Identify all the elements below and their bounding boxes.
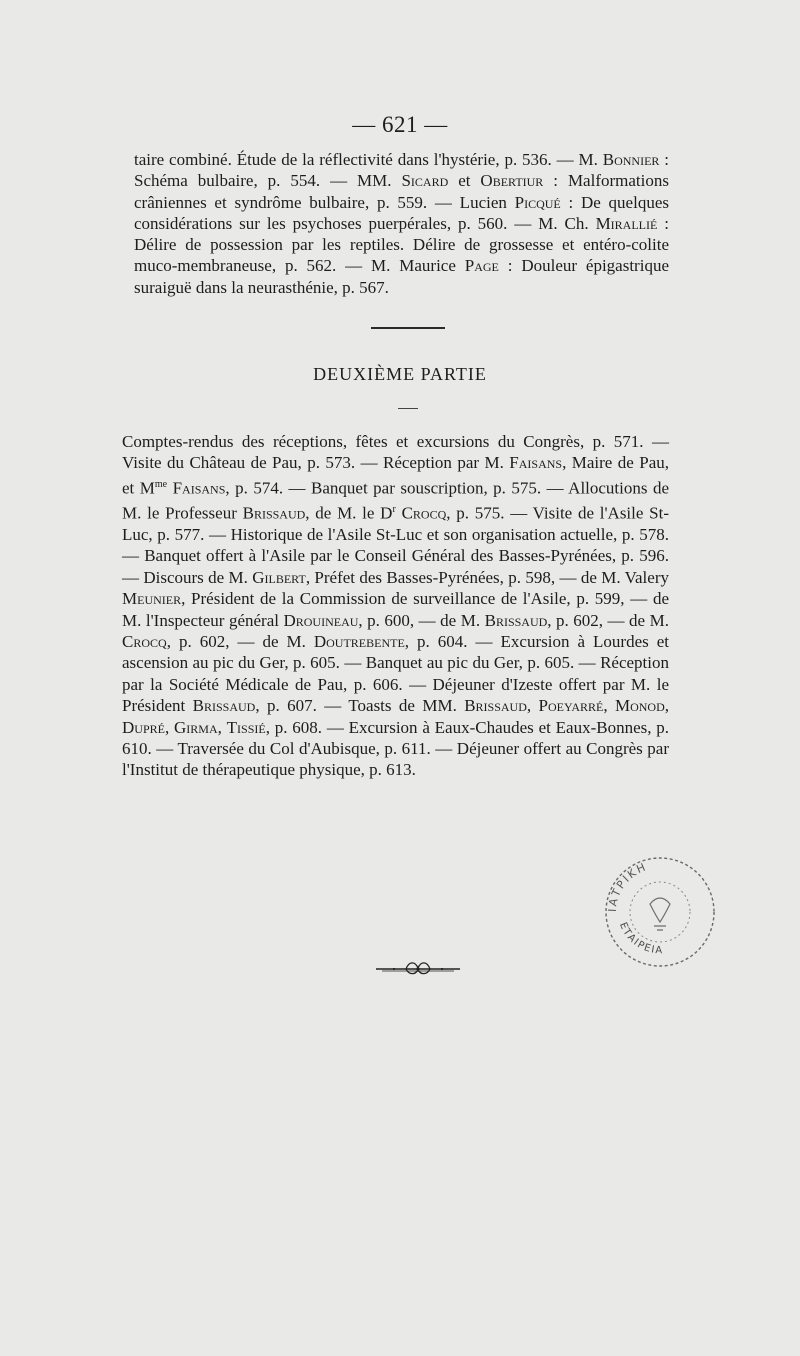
- svg-text:ΙΑΤΡΙΚΗ: [606, 860, 649, 912]
- text-run: , p. 607. — Toasts de MM.: [255, 696, 465, 716]
- text-run: ,: [526, 696, 539, 716]
- text-run: ,: [664, 696, 669, 716]
- page-number: — 621 —: [352, 112, 448, 137]
- text-run: : De quelques considérations sur les psychoses puerpérales, p. 560. — M. Ch.: [134, 192, 669, 233]
- person-name: Gilbert: [252, 567, 306, 587]
- text-run: , Préfet des Basses-Pyrénées, p. 598, — de M. Valery: [305, 567, 669, 587]
- person-name: Tissié: [226, 717, 266, 737]
- stamp-bottom-text: ΕΤΑΙΡΕΙΑ: [617, 920, 664, 957]
- author-name: Page: [464, 256, 499, 276]
- person-name: Crocq: [122, 631, 167, 651]
- text-run: , p. 575. — Visite de l'Asile St-Luc, p. 577. — Historique de l'Asile St-Luc et son organisation actuelle, p. 578. — Banquet offert à l'Asile par le Conseil Général des Basses-Pyrénées, p. 596. — Discours de M.: [122, 503, 669, 587]
- person-name: Brissaud: [464, 696, 527, 716]
- person-name: Doutrebente: [313, 631, 405, 651]
- text-run: , p. 574. — Banquet par souscription, p. 575. — Allocutions de M. le Professeur: [122, 478, 670, 523]
- text-run: taire combiné. Étude de la réflectivité dans l'hystérie, p. 536. — M.: [134, 150, 603, 169]
- person-name: Poeyarré: [538, 696, 604, 716]
- title-underline-rule: [398, 408, 418, 409]
- person-name: Girma: [174, 717, 218, 737]
- author-name: Sicard: [401, 171, 449, 191]
- text-run: , p. 604. — Excursion à Lourdes et ascension au pic du Ger, p. 605. — Banquet au pic du Ger, p. 605. — Réception par la Société Médicale de Pau, p. 606. — Déjeuner d'Izeste offert par M. le Président: [122, 631, 669, 716]
- paragraph-continued-contents: [134, 149, 669, 298]
- text-run: Comptes-rendus des réceptions, fêtes et excursions du Congrès, p. 571. — Visite du Château de Pau, p. 573. — Réception par M.: [122, 432, 669, 473]
- section-title: DEUXIÈME PARTIE: [313, 364, 487, 384]
- author-name: Picqué: [514, 192, 561, 212]
- text-run: : Schéma bulbaire, p. 554. — MM.: [134, 150, 669, 191]
- section-divider-rule: [371, 327, 445, 329]
- text-run: ,: [603, 696, 615, 716]
- person-name: Meunier: [122, 589, 182, 609]
- text-run: , p. 602, — de M.: [547, 610, 669, 630]
- text-run: , p. 608. — Excursion à Eaux-Chaudes et Eaux-Bonnes, p. 610. — Traversée du Col d'Aubisque, p. 611. — Déjeuner offert au Congrès par l'Institut de thérapeutique physique, p. 613.: [122, 717, 670, 780]
- text-run: et: [448, 171, 481, 191]
- text-run: ,: [217, 717, 227, 737]
- tail-piece-ornament-icon: [376, 958, 460, 978]
- person-name: Crocq: [401, 503, 447, 523]
- person-name: Faisans: [172, 478, 226, 498]
- author-name: Obertiur: [480, 171, 544, 191]
- person-name: Monod: [614, 696, 665, 716]
- text-run: , Président de la Commission de surveillance de l'Asile, p. 599, — de M. l'Inspecteur général: [122, 589, 669, 630]
- text-run: , p. 602, — de M.: [166, 631, 314, 651]
- text-run: , Maire de Pau, et M: [122, 453, 669, 498]
- library-stamp-icon: [598, 846, 722, 978]
- text-run: : Malformations crâniennes et syndrôme bulbaire, p. 559. — Lucien: [134, 171, 669, 212]
- text-run: : Délire de possession par les reptiles. Délire de grossesse et entéro-colite muco-membraneuse, p. 562. — M. Maurice: [134, 213, 669, 276]
- person-name: Drouineau: [283, 610, 359, 630]
- paragraph-second-part-contents: [122, 431, 669, 781]
- text-run: , de M. le D: [305, 503, 393, 523]
- person-name: Brissaud: [242, 503, 306, 523]
- person-name: Faisans: [509, 453, 563, 473]
- author-name: Bonnier: [602, 150, 660, 169]
- superscript: r: [392, 503, 396, 515]
- person-name: Brissaud: [484, 610, 548, 630]
- superscript: me: [154, 478, 168, 490]
- text-run: : Douleur épigastrique suraiguë dans la neurasthénie, p. 567.: [134, 256, 669, 297]
- person-name: Brissaud: [192, 696, 256, 716]
- stamp-top-text: ΙΑΤΡΙΚΗ: [605, 860, 650, 913]
- person-name: Dupré: [122, 717, 165, 737]
- text-run: ,: [164, 717, 174, 737]
- text-run: , p. 600, — de M.: [358, 610, 485, 630]
- author-name: Mirallié: [595, 213, 658, 233]
